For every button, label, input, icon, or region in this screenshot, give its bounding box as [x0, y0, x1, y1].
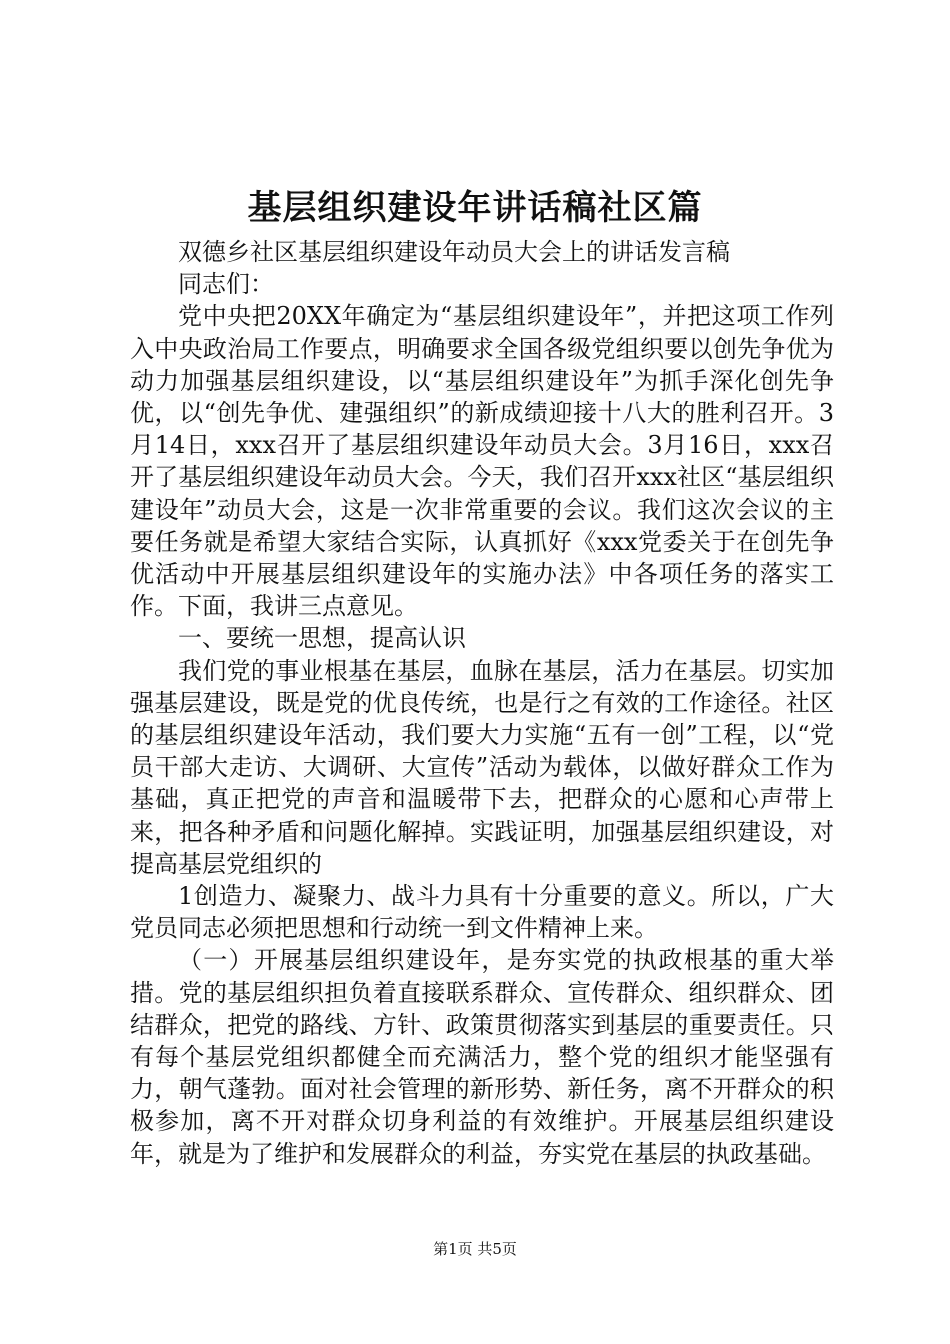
paragraph-significance: 1创造力、凝聚力、战斗力具有十分重要的意义。所以，广大党员同志必须把思想和行动统一到文件精神上来。 — [130, 882, 834, 943]
page-footer: 第1页 共5页 — [433, 1240, 517, 1258]
document-title: 基层组织建设年讲话稿社区篇 — [247, 188, 703, 228]
paragraph-foundation: 我们党的事业根基在基层，血脉在基层，活力在基层。切实加强基层建设，既是党的优良传统，也是行之有效的工作途径。社区的基层组织建设年活动，我们要大力实施“五有一创”工程，以“党员干部大走访、大调研、大宣传”活动为载体，以做好群众工作为基础，真正把党的声音和温暖带下去，把群众的心愿和心声带上来，把各种矛盾和问题化解掉。实践证明，加强基层组织建设，对提高基层党组织的 — [130, 656, 834, 878]
paragraph-subtitle: 双德乡社区基层组织建设年动员大会上的讲话发言稿 — [178, 238, 730, 266]
document-body — [130, 236, 834, 1170]
paragraph-subpoint-1: （一）开展基层组织建设年，是夯实党的执政根基的重大举措。党的基层组织担负着直接联系群众、宣传群众、组织群众、团结群众，把党的路线、方针、政策贯彻落实到基层的重要责任。只有每个基层党组织都健全而充满活力，整个党的组织才能坚强有力，朝气蓬勃。面对社会管理的新形势、新任务，离不开群众的积极参加，离不开对群众切身利益的有效维护。开展基层组织建设年，就是为了维护和发展群众的利益，夯实党在基层的执政基础。 — [130, 946, 834, 1168]
paragraph-salutation: 同志们： — [178, 270, 274, 299]
paragraph-heading-1: 一、要统一思想，提高认识 — [178, 624, 466, 653]
paragraph-intro: 党中央把20XX年确定为“基层组织建设年”，并把这项工作列入中央政治局工作要点，明确要求全国各级党组织要以创先争优为动力加强基层组织建设，以“基层组织建设年”为抓手深化创先争优，以“创先争优、建强组织”的新成绩迎接十八大的胜利召开。3月14日，xxx召开了基层组织建设年动员大会。3月16日，xxx召开了基层组织建设年动员大会。今天，我们召开xxx社区“基层组织建设年”动员大会，这是一次非常重要的会议。我们这次会议的主要任务就是希望大家结合实际，认真抓好《xxx党委关于在创先争优活动中开展基层组织建设年的实施办法》中各项任务的落实工作。下面，我讲三点意见。 — [130, 302, 834, 621]
